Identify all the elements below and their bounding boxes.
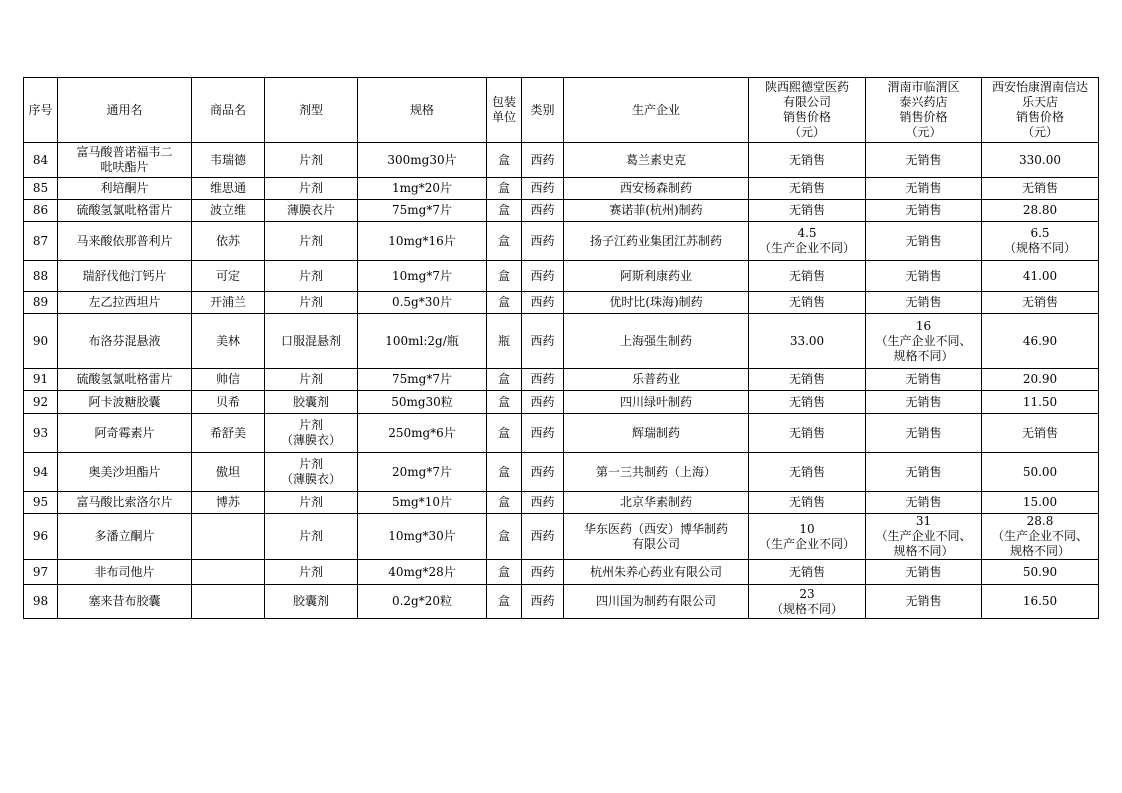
cell-seq: 90 bbox=[24, 314, 58, 369]
cell-brand-name: 可定 bbox=[192, 261, 265, 292]
cell-brand-name: 韦瑞德 bbox=[192, 143, 265, 178]
cell-brand-name: 波立维 bbox=[192, 200, 265, 222]
cell-spec: 0.2g*20粒 bbox=[358, 585, 487, 619]
cell-manufacturer: 四川国为制药有限公司 bbox=[564, 585, 749, 619]
cell-brand-name bbox=[192, 585, 265, 619]
cell-seq: 85 bbox=[24, 178, 58, 200]
cell-store1-price: 无销售 bbox=[749, 414, 866, 453]
cell-store2-price: 无销售 bbox=[866, 492, 982, 514]
cell-dosage-form: 片剂 （薄膜衣） bbox=[265, 453, 358, 492]
cell-generic-name: 富马酸普诺福韦二 吡呋酯片 bbox=[58, 143, 192, 178]
cell-package-unit: 盒 bbox=[487, 261, 522, 292]
cell-store2-price: 无销售 bbox=[866, 369, 982, 391]
cell-seq: 97 bbox=[24, 560, 58, 585]
cell-store2-price: 无销售 bbox=[866, 143, 982, 178]
table-row bbox=[24, 261, 1099, 292]
cell-seq: 93 bbox=[24, 414, 58, 453]
cell-store3-price: 28.8 （生产企业不同、 规格不同） bbox=[982, 514, 1099, 560]
cell-manufacturer: 阿斯利康药业 bbox=[564, 261, 749, 292]
cell-store2-price: 16 （生产企业不同、 规格不同） bbox=[866, 314, 982, 369]
table-row bbox=[24, 391, 1099, 414]
cell-spec: 75mg*7片 bbox=[358, 200, 487, 222]
header-category: 类别 bbox=[522, 78, 564, 143]
cell-generic-name: 瑞舒伐他汀钙片 bbox=[58, 261, 192, 292]
cell-seq: 95 bbox=[24, 492, 58, 514]
cell-store1-price: 无销售 bbox=[749, 178, 866, 200]
cell-manufacturer: 西安杨森制药 bbox=[564, 178, 749, 200]
cell-store2-price: 无销售 bbox=[866, 292, 982, 314]
cell-category: 西药 bbox=[522, 560, 564, 585]
table-row bbox=[24, 414, 1099, 453]
cell-store2-price: 无销售 bbox=[866, 178, 982, 200]
header-store1-price: 陕西熙德堂医药 有限公司 销售价格 （元） bbox=[749, 78, 866, 143]
cell-spec: 50mg30粒 bbox=[358, 391, 487, 414]
cell-seq: 86 bbox=[24, 200, 58, 222]
cell-spec: 10mg*30片 bbox=[358, 514, 487, 560]
cell-dosage-form: 片剂 bbox=[265, 143, 358, 178]
cell-dosage-form: 片剂 bbox=[265, 261, 358, 292]
cell-store2-price: 无销售 bbox=[866, 585, 982, 619]
cell-store1-price: 4.5 （生产企业不同） bbox=[749, 222, 866, 261]
table-row bbox=[24, 369, 1099, 391]
cell-generic-name: 阿卡波糖胶囊 bbox=[58, 391, 192, 414]
cell-dosage-form: 片剂 bbox=[265, 514, 358, 560]
cell-store1-price: 无销售 bbox=[749, 492, 866, 514]
cell-category: 西药 bbox=[522, 222, 564, 261]
cell-package-unit: 盒 bbox=[487, 391, 522, 414]
cell-seq: 84 bbox=[24, 143, 58, 178]
cell-category: 西药 bbox=[522, 414, 564, 453]
cell-package-unit: 盒 bbox=[487, 585, 522, 619]
cell-category: 西药 bbox=[522, 200, 564, 222]
cell-brand-name bbox=[192, 560, 265, 585]
cell-manufacturer: 四川绿叶制药 bbox=[564, 391, 749, 414]
table-row bbox=[24, 585, 1099, 619]
cell-manufacturer: 北京华素制药 bbox=[564, 492, 749, 514]
table-row bbox=[24, 200, 1099, 222]
cell-brand-name: 帅信 bbox=[192, 369, 265, 391]
header-spec: 规格 bbox=[358, 78, 487, 143]
cell-store2-price: 31 （生产企业不同、 规格不同） bbox=[866, 514, 982, 560]
header-dosage-form: 剂型 bbox=[265, 78, 358, 143]
cell-generic-name: 塞来昔布胶囊 bbox=[58, 585, 192, 619]
cell-manufacturer: 赛诺菲(杭州)制药 bbox=[564, 200, 749, 222]
cell-store3-price: 无销售 bbox=[982, 414, 1099, 453]
cell-dosage-form: 片剂 （薄膜衣） bbox=[265, 414, 358, 453]
cell-manufacturer: 葛兰素史克 bbox=[564, 143, 749, 178]
cell-generic-name: 奥美沙坦酯片 bbox=[58, 453, 192, 492]
table-row bbox=[24, 143, 1099, 178]
cell-store3-price: 11.50 bbox=[982, 391, 1099, 414]
cell-spec: 1mg*20片 bbox=[358, 178, 487, 200]
cell-store1-price: 33.00 bbox=[749, 314, 866, 369]
cell-dosage-form: 片剂 bbox=[265, 560, 358, 585]
price-comparison-table bbox=[23, 77, 1099, 619]
cell-brand-name: 依苏 bbox=[192, 222, 265, 261]
cell-store3-price: 15.00 bbox=[982, 492, 1099, 514]
cell-store2-price: 无销售 bbox=[866, 391, 982, 414]
header-package-unit: 包装 单位 bbox=[487, 78, 522, 143]
cell-dosage-form: 片剂 bbox=[265, 222, 358, 261]
cell-package-unit: 盒 bbox=[487, 414, 522, 453]
cell-spec: 20mg*7片 bbox=[358, 453, 487, 492]
cell-store1-price: 无销售 bbox=[749, 200, 866, 222]
cell-category: 西药 bbox=[522, 453, 564, 492]
cell-package-unit: 盒 bbox=[487, 178, 522, 200]
cell-spec: 250mg*6片 bbox=[358, 414, 487, 453]
cell-brand-name: 美林 bbox=[192, 314, 265, 369]
cell-store3-price: 6.5 （规格不同） bbox=[982, 222, 1099, 261]
cell-spec: 75mg*7片 bbox=[358, 369, 487, 391]
cell-dosage-form: 口服混悬剂 bbox=[265, 314, 358, 369]
cell-generic-name: 阿奇霉素片 bbox=[58, 414, 192, 453]
cell-spec: 300mg30片 bbox=[358, 143, 487, 178]
cell-package-unit: 盒 bbox=[487, 369, 522, 391]
cell-generic-name: 硫酸氢氯吡格雷片 bbox=[58, 200, 192, 222]
cell-store3-price: 46.90 bbox=[982, 314, 1099, 369]
cell-package-unit: 瓶 bbox=[487, 314, 522, 369]
cell-dosage-form: 片剂 bbox=[265, 292, 358, 314]
cell-store3-price: 330.00 bbox=[982, 143, 1099, 178]
cell-brand-name: 维思通 bbox=[192, 178, 265, 200]
cell-store2-price: 无销售 bbox=[866, 200, 982, 222]
cell-generic-name: 硫酸氢氯吡格雷片 bbox=[58, 369, 192, 391]
cell-package-unit: 盒 bbox=[487, 492, 522, 514]
cell-category: 西药 bbox=[522, 585, 564, 619]
cell-store3-price: 20.90 bbox=[982, 369, 1099, 391]
cell-generic-name: 左乙拉西坦片 bbox=[58, 292, 192, 314]
cell-seq: 96 bbox=[24, 514, 58, 560]
cell-spec: 0.5g*30片 bbox=[358, 292, 487, 314]
cell-brand-name: 傲坦 bbox=[192, 453, 265, 492]
cell-manufacturer: 辉瑞制药 bbox=[564, 414, 749, 453]
cell-seq: 88 bbox=[24, 261, 58, 292]
cell-generic-name: 非布司他片 bbox=[58, 560, 192, 585]
cell-store3-price: 28.80 bbox=[982, 200, 1099, 222]
cell-package-unit: 盒 bbox=[487, 560, 522, 585]
cell-store1-price: 无销售 bbox=[749, 560, 866, 585]
cell-manufacturer: 杭州朱养心药业有限公司 bbox=[564, 560, 749, 585]
cell-package-unit: 盒 bbox=[487, 222, 522, 261]
cell-seq: 87 bbox=[24, 222, 58, 261]
cell-store2-price: 无销售 bbox=[866, 453, 982, 492]
table-row bbox=[24, 560, 1099, 585]
cell-generic-name: 布洛芬混悬液 bbox=[58, 314, 192, 369]
header-generic-name: 通用名 bbox=[58, 78, 192, 143]
cell-dosage-form: 片剂 bbox=[265, 178, 358, 200]
cell-package-unit: 盒 bbox=[487, 143, 522, 178]
cell-store1-price: 无销售 bbox=[749, 143, 866, 178]
cell-category: 西药 bbox=[522, 261, 564, 292]
cell-store3-price: 16.50 bbox=[982, 585, 1099, 619]
cell-brand-name bbox=[192, 514, 265, 560]
cell-category: 西药 bbox=[522, 178, 564, 200]
cell-store1-price: 无销售 bbox=[749, 391, 866, 414]
cell-store2-price: 无销售 bbox=[866, 222, 982, 261]
cell-store1-price: 无销售 bbox=[749, 369, 866, 391]
header-row bbox=[24, 78, 1099, 143]
cell-generic-name: 马来酸依那普利片 bbox=[58, 222, 192, 261]
cell-spec: 10mg*16片 bbox=[358, 222, 487, 261]
cell-store3-price: 50.00 bbox=[982, 453, 1099, 492]
cell-manufacturer: 扬子江药业集团江苏制药 bbox=[564, 222, 749, 261]
cell-category: 西药 bbox=[522, 314, 564, 369]
header-store3-price: 西安怡康渭南信达 乐天店 销售价格 （元） bbox=[982, 78, 1099, 143]
cell-generic-name: 富马酸比索洛尔片 bbox=[58, 492, 192, 514]
header-store2-price: 渭南市临渭区 泰兴药店 销售价格 （元） bbox=[866, 78, 982, 143]
cell-dosage-form: 胶囊剂 bbox=[265, 585, 358, 619]
table-body bbox=[24, 143, 1099, 619]
table-row bbox=[24, 314, 1099, 369]
cell-package-unit: 盒 bbox=[487, 453, 522, 492]
cell-seq: 98 bbox=[24, 585, 58, 619]
cell-seq: 94 bbox=[24, 453, 58, 492]
table-row bbox=[24, 514, 1099, 560]
cell-dosage-form: 胶囊剂 bbox=[265, 391, 358, 414]
cell-brand-name: 开浦兰 bbox=[192, 292, 265, 314]
cell-store3-price: 无销售 bbox=[982, 178, 1099, 200]
cell-brand-name: 希舒美 bbox=[192, 414, 265, 453]
table-row bbox=[24, 492, 1099, 514]
cell-manufacturer: 上海强生制药 bbox=[564, 314, 749, 369]
cell-generic-name: 多潘立酮片 bbox=[58, 514, 192, 560]
cell-store1-price: 无销售 bbox=[749, 453, 866, 492]
cell-package-unit: 盒 bbox=[487, 514, 522, 560]
header-seq: 序号 bbox=[24, 78, 58, 143]
cell-package-unit: 盒 bbox=[487, 292, 522, 314]
cell-seq: 89 bbox=[24, 292, 58, 314]
table-row bbox=[24, 292, 1099, 314]
cell-store1-price: 无销售 bbox=[749, 292, 866, 314]
cell-store3-price: 41.00 bbox=[982, 261, 1099, 292]
cell-manufacturer: 优时比(珠海)制药 bbox=[564, 292, 749, 314]
cell-dosage-form: 片剂 bbox=[265, 369, 358, 391]
cell-seq: 92 bbox=[24, 391, 58, 414]
cell-category: 西药 bbox=[522, 514, 564, 560]
cell-package-unit: 盒 bbox=[487, 200, 522, 222]
cell-dosage-form: 片剂 bbox=[265, 492, 358, 514]
cell-store2-price: 无销售 bbox=[866, 560, 982, 585]
cell-spec: 5mg*10片 bbox=[358, 492, 487, 514]
table-row bbox=[24, 222, 1099, 261]
cell-category: 西药 bbox=[522, 292, 564, 314]
cell-category: 西药 bbox=[522, 492, 564, 514]
cell-category: 西药 bbox=[522, 143, 564, 178]
cell-manufacturer: 第一三共制药（上海） bbox=[564, 453, 749, 492]
table-row bbox=[24, 453, 1099, 492]
header-manufacturer: 生产企业 bbox=[564, 78, 749, 143]
cell-category: 西药 bbox=[522, 391, 564, 414]
header-brand-name: 商品名 bbox=[192, 78, 265, 143]
cell-category: 西药 bbox=[522, 369, 564, 391]
cell-manufacturer: 华东医药（西安）博华制药 有限公司 bbox=[564, 514, 749, 560]
table-row bbox=[24, 178, 1099, 200]
cell-brand-name: 博苏 bbox=[192, 492, 265, 514]
cell-store1-price: 23 （规格不同） bbox=[749, 585, 866, 619]
cell-brand-name: 贝希 bbox=[192, 391, 265, 414]
cell-seq: 91 bbox=[24, 369, 58, 391]
cell-store3-price: 无销售 bbox=[982, 292, 1099, 314]
cell-dosage-form: 薄膜衣片 bbox=[265, 200, 358, 222]
cell-spec: 40mg*28片 bbox=[358, 560, 487, 585]
cell-manufacturer: 乐普药业 bbox=[564, 369, 749, 391]
cell-store3-price: 50.90 bbox=[982, 560, 1099, 585]
cell-generic-name: 利培酮片 bbox=[58, 178, 192, 200]
cell-store2-price: 无销售 bbox=[866, 261, 982, 292]
cell-store2-price: 无销售 bbox=[866, 414, 982, 453]
cell-store1-price: 10 （生产企业不同） bbox=[749, 514, 866, 560]
cell-store1-price: 无销售 bbox=[749, 261, 866, 292]
cell-spec: 100ml:2g/瓶 bbox=[358, 314, 487, 369]
cell-spec: 10mg*7片 bbox=[358, 261, 487, 292]
